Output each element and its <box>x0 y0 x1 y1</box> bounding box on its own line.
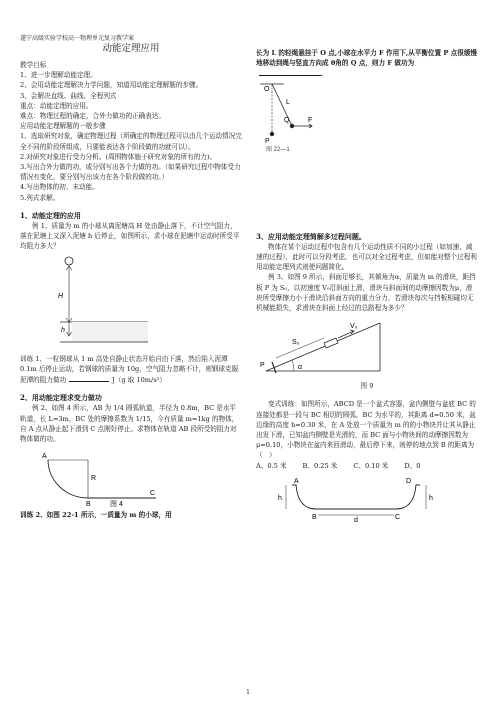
ball-P <box>270 131 274 135</box>
goal-item: 1、进一步理解动能定理。 <box>20 71 97 80</box>
steps-label: 应用动能定理解题的一般步骤 <box>20 122 106 131</box>
label-C: C <box>395 513 401 521</box>
section-2-heading: 2、用动能定理求变力做功 <box>20 393 102 403</box>
label-Q: Q <box>284 116 290 124</box>
mud-region <box>72 322 148 342</box>
figure-9-caption: 图 9 <box>360 382 374 391</box>
label-H: H <box>58 292 64 300</box>
training-2-body: 长为 L 的轻绳悬挂于 O 点,小球在水平力 F 作用下,从平衡位置 P 点很缓慢地移动到绳与竖直方向成 θ角的 Q 点，则力 F 做功为 <box>256 49 478 68</box>
key-point: 重点：动能定理的应用。 <box>20 101 93 110</box>
step-item: 5.列式求解。 <box>20 193 60 202</box>
label-P: P <box>265 137 270 145</box>
goal-item: 2、会用动能定理解决力学问题，知道用动能定理解题的步骤。 <box>20 81 203 90</box>
option-D: D、0 <box>404 461 421 470</box>
option-A: A、0.5 米 <box>256 461 287 470</box>
figure-4-caption: 图 4 <box>110 501 123 509</box>
training-1-unit: J（g 取 10m/s²） <box>112 376 166 385</box>
answer-options <box>256 461 478 471</box>
left-column <box>20 42 242 520</box>
figure-ball-mud <box>40 256 150 352</box>
arc-track <box>48 460 88 498</box>
page-number: 1 <box>246 689 250 696</box>
training-1-body: 训练 1、一粒钢球从 1 m 高处自静止状态开始自由下落，然后陷入泥潭 0.1m 后停止运动，若钢球的质量为 10g，空气阻力忽略不计，则钢球克服泥潭的阻力做功 <box>20 354 239 385</box>
option-C: C、0.10 米 <box>353 461 389 470</box>
label-A: A <box>42 453 47 461</box>
answer-blank <box>259 68 324 79</box>
page-title: 动能定理应用 <box>102 43 160 54</box>
label-h: h <box>61 326 65 334</box>
label-A: A <box>294 477 299 485</box>
difficulty-point: 难点：物理过程的确定，合外力做功的正确表达。 <box>20 112 166 121</box>
answer-blank <box>69 374 109 382</box>
right-column <box>256 48 478 523</box>
page-header: 遂宁高级实验学校高一物理单元复习教学案 <box>20 35 135 42</box>
figure-22-1-pendulum <box>260 82 320 152</box>
label-d: d <box>354 516 358 523</box>
section-3-heading: 3、应用动能定理简解多过程问题。 <box>256 231 366 241</box>
slider-block <box>324 338 338 348</box>
period: . <box>321 70 324 79</box>
figure-4-track <box>40 448 160 508</box>
training-2-continued <box>256 48 478 80</box>
variant-text: 变式训练：如图所示，ABCD 是一个盆式容器，盆内侧壁与盆底 BC 的连接处都是一段与 BC 相切的圆弧，BC 为水平的，其距离 d=0.50 米，盆边缘的高度 h=0.30 米，在 A 处放一个质量为 m 的的小物块并让其从静止出发下滑，已知盆内侧壁是光滑的，而 BC 面与小物块间的动摩擦因数为μ=0.10，小物块在盆内来回滑动，最后停下来，则停的地点到 B 的距离为（ ） <box>256 400 476 460</box>
label-R: R <box>91 475 97 483</box>
goal-item: 3、会解决直线、曲线、全程列式 <box>20 91 117 100</box>
label-h-left: h <box>278 494 282 502</box>
incline-surface <box>266 323 380 371</box>
label-h-right: h <box>429 494 433 502</box>
example-1-text: 例 1、质量为 m 的小球从离泥塘高 H 处由静止落下，不计空气阻力，落在泥塘上又深入泥塘 h 后停止，如图所示，求小球在泥塘中运动时所受平均阻力多大？ <box>20 222 240 251</box>
label-P: P <box>260 362 265 370</box>
label-C: C <box>150 490 156 498</box>
angle-arc <box>292 360 294 371</box>
figure-9-incline <box>258 317 388 379</box>
label-V0: V₀ <box>350 323 358 331</box>
step-item: 4.写出物体的初、末动能。 <box>20 183 99 192</box>
training-2-start: 训练 2、如图 22-1 所示，一质量为 m 的小球，用 <box>20 511 172 520</box>
figure-basin <box>276 475 436 523</box>
step-item: 1、选取研究对象，确定物理过程（所确定的物理过程可以由几个运动情况完全不同的阶段所组成，只要能表达各个阶段做的功就可以）。 <box>20 132 242 151</box>
option-B: B、0.25 米 <box>302 461 338 470</box>
label-S0: S₀ <box>292 339 300 347</box>
step-item: 3.写出合外力做的功，或分别写出各个力做的功。（如果研究过程中物体受力情况有变化，要分别写出该力在各个阶段做的功。） <box>20 163 241 182</box>
section-1-heading: 1、动能定理的应用 <box>20 210 81 220</box>
spacer <box>256 152 478 224</box>
label-B: B <box>312 513 317 521</box>
training-1-text <box>20 354 242 386</box>
figure-22-1-caption: 图 22—1 <box>266 146 290 152</box>
label-O: O <box>264 85 270 93</box>
label-B: B <box>86 501 91 509</box>
ball <box>65 257 73 265</box>
goals-label: 教学目标 <box>20 61 47 69</box>
label-L: L <box>286 98 290 106</box>
distance-line <box>276 338 324 358</box>
multi-process-text: 物体在某个运动过程中包含有几个运动性质不同的小过程（如加速、减速的过程），此时可以分段考虑，也可以对全过程考虑，但如能对整个过程利用动能定理列式则使问题简化。 <box>256 242 477 272</box>
label-D: D <box>406 477 412 485</box>
label-alpha: α <box>298 364 303 372</box>
label-F: F <box>308 116 313 124</box>
step-item: 2.对研究对象进行受力分析。(周围物体施于研究对象的所有的力)。 <box>20 152 217 161</box>
example-3-text: 例 3、如图 9 所示，斜面足够长，其倾角为α，质量为 m 的滑块，距挡板 P 为 S₀，以初速度 V₀沿斜面上滑，滑块与斜面间的动摩擦因数为μ，滑块所受摩擦力小于滑块沿斜面方向的重力分力，若滑块每次与挡板相碰均无机械能损失，求滑块在斜面上经过的总路程为多少？ <box>256 273 476 313</box>
basin-outline <box>292 485 420 509</box>
example-2-text: 例 2、如图 4 所示，AB 为 1/4 圆弧轨道，半径为 0.8m，BC 是水平轨道，长 L=3m，BC 处的摩擦系数为 1/15，今有质量 m=1kg 的物体，自 A 点从静止起下滑到 C 点刚好停止。求物体在轨道 AB 段所受的阻力对物体做的功。 <box>20 404 239 444</box>
